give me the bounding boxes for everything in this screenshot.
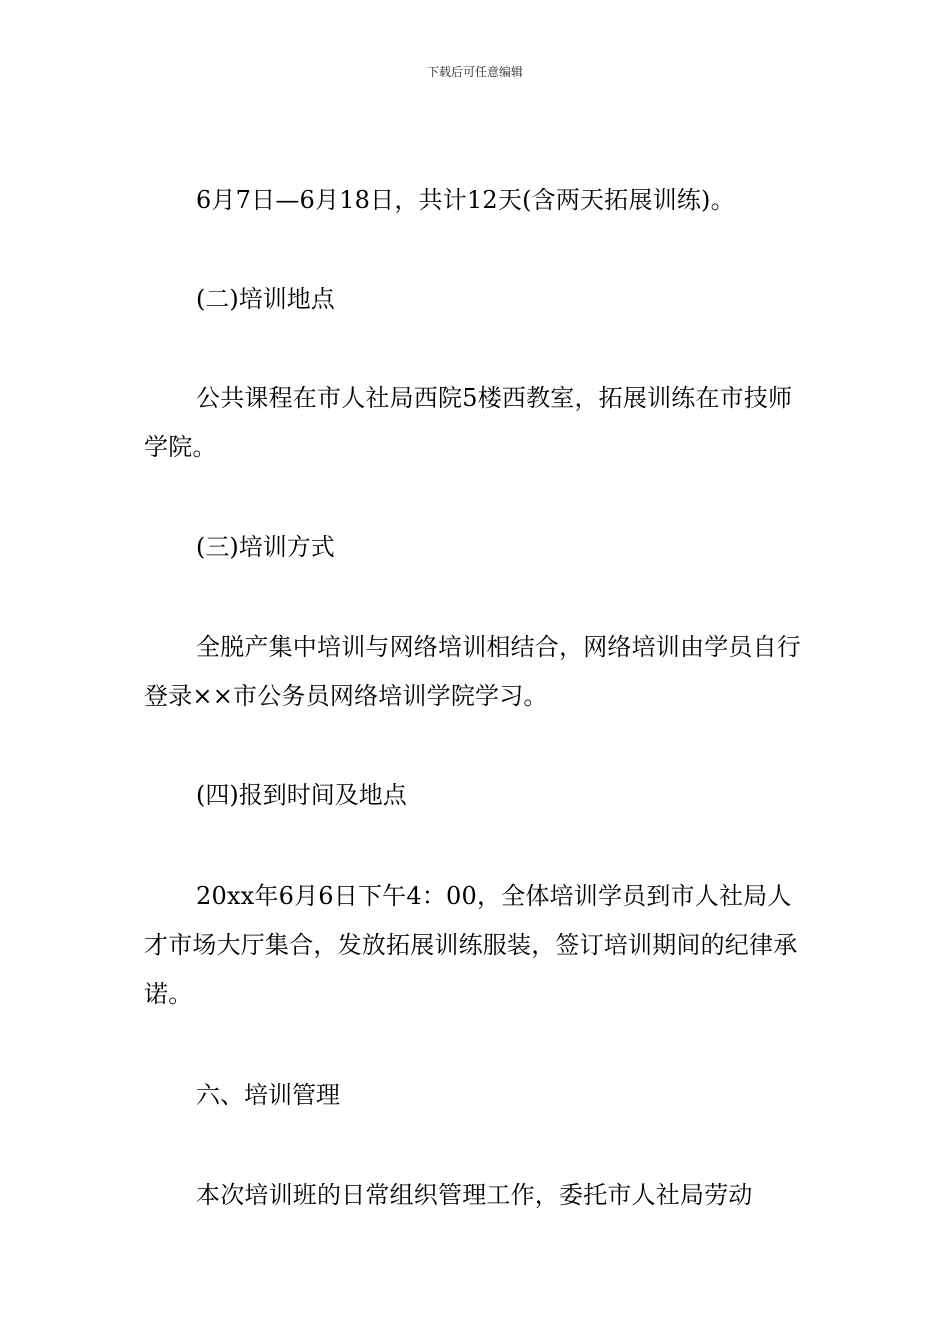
paragraph-training-method: 全脱产集中培训与网络培训相结合，网络培训由学员自行登录××市公务员网络培训学院学习。 xyxy=(144,633,801,710)
heading-training-location: (二)培训地点 xyxy=(196,285,335,313)
heading-registration: (四)报到时间及地点 xyxy=(196,781,407,809)
paragraph-registration: 20xx年6月6日下午4：00，全体培训学员到市人社局人才市场大厅集合，发放拓展训练服装，签订培训期间的纪律承诺。 xyxy=(144,882,798,1008)
heading-training-management: 六、培训管理 xyxy=(196,1081,340,1109)
paragraph-training-management: 本次培训班的日常组织管理工作，委托市人社局劳动 xyxy=(196,1181,753,1209)
page-header-note: 下载后可任意编辑 xyxy=(426,65,523,79)
paragraph-training-location: 公共课程在市人社局西院5楼西教室，拓展训练在市技师学院。 xyxy=(144,384,793,461)
heading-training-method: (三)培训方式 xyxy=(196,533,335,561)
paragraph-training-dates: 6月7日—6月18日，共计12天(含两天拓展训练)。 xyxy=(196,186,735,214)
